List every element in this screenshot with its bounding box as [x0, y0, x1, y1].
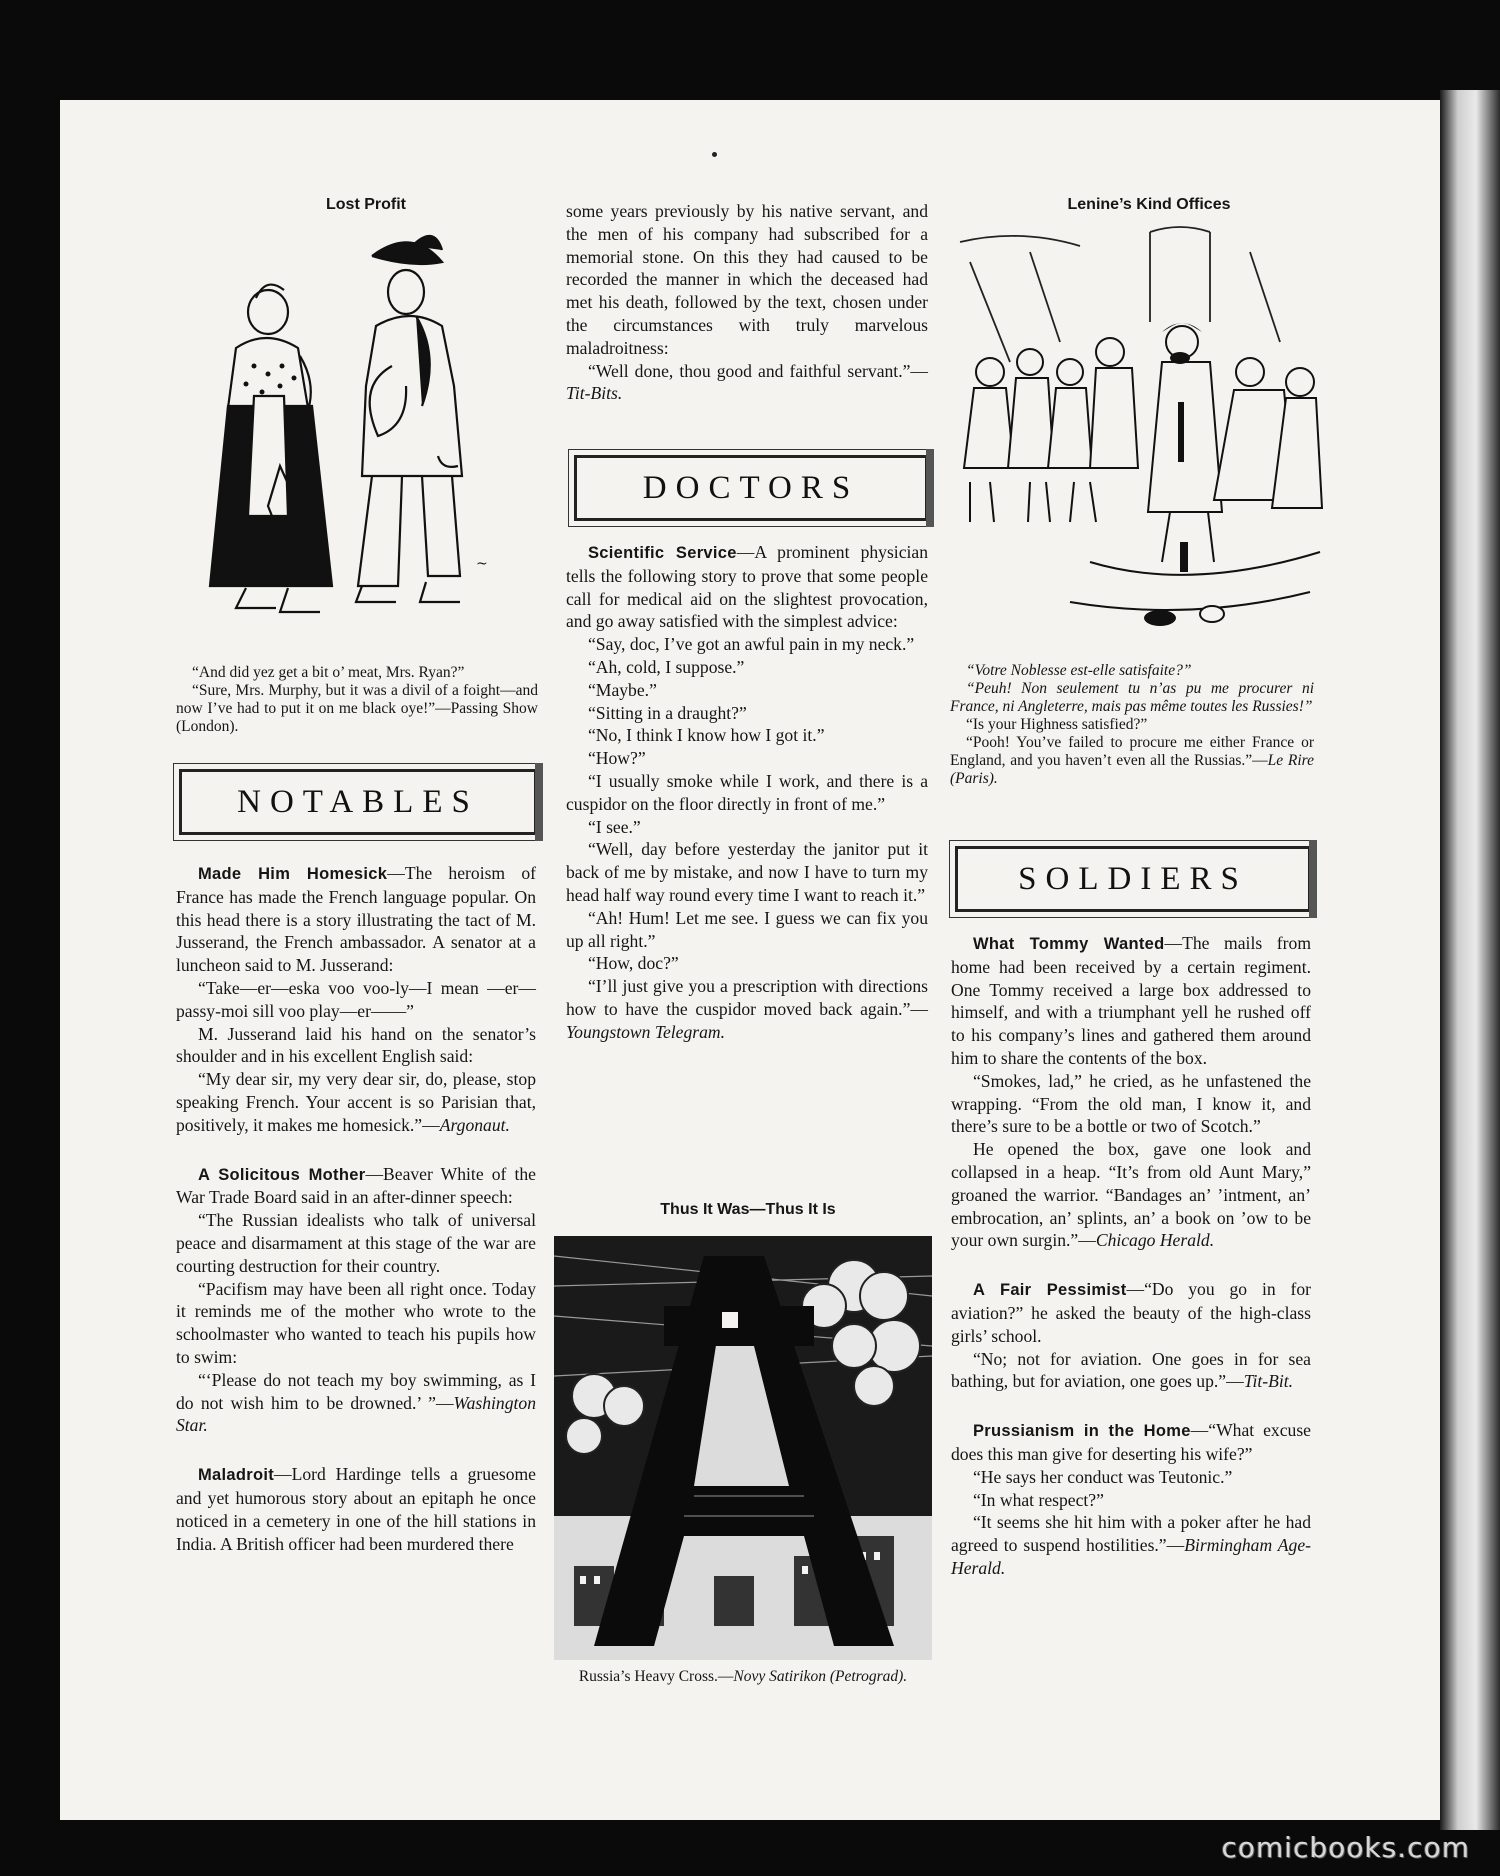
caption-line: “Is your Highness satisfied?” — [966, 716, 1148, 733]
left-column-text — [176, 862, 536, 1555]
paragraph-text: He opened the box, gave one look and collapsed in a heap. “It’s from old Aunt Mary,” groaned the warrior. “Bandages an’ ’intment, an’ embrocation, an’ splints, an’ a book on ’ow to be your own surgin.”— — [951, 1139, 1311, 1251]
middle-column-top — [566, 200, 928, 405]
dialogue-line: “How, doc?” — [588, 953, 679, 974]
paragraph-text: “I’ll just give you a prescription with directions how to have the cuspidor moved back again.”— — [566, 976, 928, 1019]
article-paragraph — [566, 360, 928, 406]
caption-text: Russia’s Heavy Cross.— — [578, 1668, 734, 1685]
source-credit: Birmingham Age-Herald. — [951, 1535, 1311, 1578]
article-paragraph — [176, 1463, 536, 1555]
article-paragraph: “Smokes, lad,” he cried, as he unfastened the wrapping. “From the old man, I know it, and there’s sure to be a bottle or two of Scotch.” — [951, 1070, 1311, 1137]
caption-line: “Peuh! Non seulement tu n’as pu me procurer ni France, ni Angleterre, mais pas même toutes les Russies!” — [950, 680, 1314, 715]
print-dot — [712, 152, 717, 157]
paragraph-text: —Lord Hardinge tells a gruesome and yet humorous story about an epitaph he once noticed in a cemetery in one of the hill stations in India. A British officer had been murdered there — [176, 1464, 536, 1554]
lost-profit-cartoon — [176, 216, 552, 656]
paragraph-text: “It seems she hit him with a poker after he had agreed to suspend hostilities.”— — [951, 1512, 1311, 1556]
dialogue-line: “Say, doc, I’ve got an awful pain in my neck.” — [588, 634, 915, 655]
article-heading: What Tommy Wanted — [973, 935, 1165, 953]
paragraph-text: —Beaver White of the War Trade Board said in an after-dinner speech: — [176, 1163, 536, 1208]
section-heading-notables: NOTABLES — [179, 769, 537, 835]
dialogue-line: “Ah, cold, I suppose.” — [588, 656, 745, 677]
article-heading: Made Him Homesick — [198, 865, 388, 883]
lenine-caption — [950, 662, 1314, 788]
article-paragraph — [176, 1068, 536, 1136]
article-heading: Scientific Service — [588, 544, 737, 562]
caption-line: “Votre Noblesse est-elle satisfaite?” — [966, 662, 1192, 679]
middle-column-doctors — [566, 541, 928, 1044]
article-paragraph — [566, 541, 928, 633]
picture-title: Thus It Was—Thus It Is — [660, 1201, 836, 1218]
caption-text: “Pooh! You’ve failed to procure me either France or England, and you haven’t even all the Russias.”— — [950, 734, 1314, 769]
picture-caption — [558, 1668, 928, 1686]
dialogue-line: “Well, day before yesterday the janitor put it back of me by mistake, and now I have to turn my head half way round every time I want to reach it.” — [566, 839, 928, 905]
article-heading: Prussianism in the Home — [973, 1422, 1191, 1441]
article-paragraph — [566, 975, 928, 1043]
article-paragraph — [176, 1369, 536, 1437]
paragraph-text: —“Do you go in for aviation?” he asked the beauty of the high-class girls’ school. — [951, 1279, 1312, 1346]
article-paragraph: “Take—er—eska voo voo-ly—I mean —er—passy-moi sill voo play—er——” — [176, 977, 536, 1021]
caption-line: “And did yez get a bit o’ meat, Mrs. Ryan?” — [192, 664, 465, 681]
article-paragraph — [951, 1278, 1311, 1347]
dialogue-line: “I usually smoke while I work, and there is a cuspidor on the floor directly in front of me.” — [566, 770, 928, 814]
article-paragraph: “He says her conduct was Teutonic.” — [973, 1466, 1233, 1487]
source-credit: Washington Star. — [176, 1392, 536, 1436]
article-paragraph: “In what respect?” — [973, 1489, 1104, 1510]
article-paragraph: M. Jusserand laid his hand on the senator’s shoulder and in his excellent English said: — [176, 1023, 536, 1067]
article-paragraph: “The Russian idealists who talk of universal peace and disarmament at this stage of the war are courting destruction for their country. — [176, 1210, 536, 1276]
dialogue-line: “How?” — [588, 748, 646, 769]
article-heading: A Fair Pessimist — [973, 1281, 1127, 1300]
lost-profit-caption — [176, 664, 538, 736]
article-paragraph — [951, 1511, 1311, 1579]
paragraph-text: “‘Please do not teach my boy swimming, as I do not wish him to be drowned.’ ”— — [176, 1369, 536, 1413]
section-heading-soldiers: SOLDIERS — [955, 846, 1311, 912]
article-paragraph: some years previously by his native servant, and the men of his company had subscribed for a memorial stone. On this they had caused to be recorded the manner in which the deceased had met his death, followed by the text, chosen under the circumstances with truly marvelous maladroitness: — [566, 201, 928, 358]
source-credit: Tit-Bit. — [1243, 1371, 1294, 1392]
article-paragraph — [951, 1138, 1311, 1252]
lenine-cartoon — [950, 222, 1332, 652]
paragraph-text: —The heroism of France has made the French language popular. On this head there is a story illustrating the tact of M. Jusserand, the French ambassador. A senator at a luncheon said to M. Jusserand: — [176, 863, 536, 976]
source-credit: Chicago Herald. — [1095, 1230, 1215, 1251]
article-paragraph — [176, 1163, 536, 1210]
source-credit: Argonaut. — [439, 1114, 510, 1135]
paragraph-text: “My dear sir, my very dear sir, do, please, stop speaking French. Your accent is so Parisian that, positively, it makes me homesick.”— — [176, 1069, 536, 1135]
paragraph-text: “No; not for aviation. One goes in for sea bathing, but for aviation, one goes up.”— — [951, 1348, 1311, 1392]
source-credit: Youngstown Telegram. — [566, 1021, 726, 1042]
paragraph-text: —The mails from home had been received by a certain regiment. One Tommy received a large box addressed to himself, and with a triumphant yell he rushed off to his company’s lines and gathered them around him to share the contents of the box. — [951, 933, 1312, 1068]
lenine-cartoon-title: Lenine’s Kind Offices — [1067, 196, 1231, 213]
article-paragraph: “Pacifism may have been all right once. Today it reminds me of the mother who wrote to the schoolmaster who wanted to teach his pupils how to swim: — [176, 1278, 536, 1367]
dialogue-line: “Sitting in a draught?” — [588, 702, 747, 723]
source-credit: Tit-Bits. — [566, 383, 623, 404]
article-heading: A Solicitous Mother — [198, 1165, 366, 1184]
paragraph-text: —A prominent physician tells the following story to prove that some people call for medical aid on the slightest provocation, and go away satisfied with the simplest advice: — [566, 542, 928, 632]
caption-line: “Sure, Mrs. Murphy, but it was a divil of a foight—and now I’ve had to put it on me black oye!”—Passing Show (London). — [176, 682, 538, 735]
source-credit: Le Rire (Paris). — [950, 752, 1314, 787]
lost-profit-title: Lost Profit — [326, 196, 406, 213]
article-heading: Maladroit — [198, 1466, 275, 1485]
section-heading-doctors: DOCTORS — [574, 455, 928, 521]
article-paragraph — [951, 1419, 1311, 1466]
article-paragraph — [176, 862, 536, 977]
dialogue-line: “I see.” — [588, 816, 641, 837]
paragraph-text: “Well done, thou good and faithful servant.”— — [588, 360, 928, 381]
dialogue-line: “No, I think I know how I got it.” — [588, 725, 825, 746]
dialogue-line: “Ah! Hum! Let me see. I guess we can fix you up all right.” — [566, 907, 928, 951]
caption-line — [950, 734, 1314, 788]
paragraph-text: —“What excuse does this man give for deserting his wife?” — [951, 1420, 1311, 1464]
svg-text:~: ~ — [476, 556, 488, 572]
heavy-cross-illustration — [554, 1236, 932, 1660]
book-spine — [1440, 90, 1500, 1830]
right-column-text — [951, 932, 1311, 1580]
article-paragraph — [951, 1348, 1311, 1394]
source-credit: Novy Satirikon (Petrograd). — [733, 1668, 908, 1685]
article-paragraph — [951, 932, 1311, 1070]
dialogue-line: “Maybe.” — [588, 679, 657, 700]
site-watermark: comicbooks.com — [1221, 1831, 1470, 1864]
